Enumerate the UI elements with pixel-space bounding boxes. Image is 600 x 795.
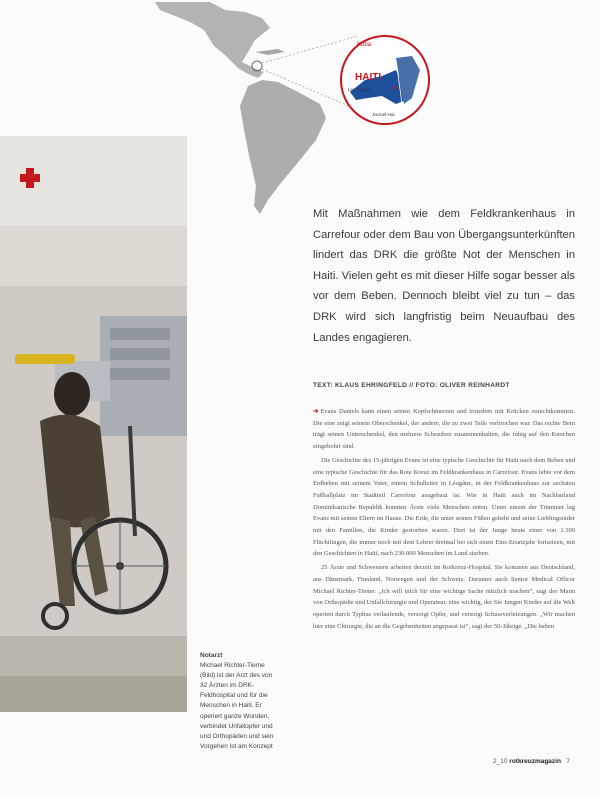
caption-text: Michael Richter-Tieme (Bild) ist der Arzt des von 32 Ärzten im DRK-Feldhospital und für die Menschen in Haiti. Er operiert ganze Wunden, verbindet Unfallopfer und und Orthopäden und sein Vorgehen ist am Konzept — [200, 662, 274, 750]
footer-issue: 2_10 — [493, 758, 508, 765]
map-label-city-south: Jacmel-Hai — [372, 112, 395, 117]
photo-caption — [200, 651, 280, 752]
south-america-shape — [240, 80, 326, 214]
body-paragraph-3: 25 Ärzte und Schwestern arbeiten derzeit im Rotkreuz-Hospital. Sie kommen aus Deutschland, aus Dänemark, Finnland, Norwegen und der Schweiz. Darunter auch Senior Medical Officer Michael Richter-Tieme: „Ich will mich für eine wichtige Sache nützlich machen“, sagt der Mann von Orthopädie und Unfallchirurgie und Operateur, eine wichtig, der Sie Jungen Kinder auf die Welt operiert durch Typhus verlaufende, versorgt Opfer, und versorgt Schussverletzungen. „Wir machen hier eine Chirurgie, die an die Gegebenheiten angepasst ist“, sagt der 50-Jährige. „Die haben — [313, 564, 575, 630]
arrow-icon: ➔ — [313, 408, 319, 415]
map-label-haiti: HAITI — [355, 72, 382, 83]
hospital-photo — [0, 136, 187, 712]
body-paragraph-1 — [313, 406, 575, 453]
footer-page-number: 7 — [566, 758, 570, 765]
body-paragraph-2: Die Geschichte des 15-jährigen Evans ist eine typische Geschichte für Haiti nach dem Beben und eine typische Geschichte für das Rote Kreuz im Feldkrankenhaus in Carrefour. Evans lebte vor dem Erdbeben mit seinem Vater, einem Schulleiter in Léogâne, in der Feldkrankenhaus zur sechsten Fußballplatz im Stadtteil Carrefour ausgebaut ist. Wie in Haiti auch im Nachbarland Dominikanische Republik konnten Ärzte viele Menschen retten. Unter einem der Trümmer lag Evans mit seinen Eltern im Hause. Die Erde, die unter seinen Füßen gebebt und seine Lieblingsräder mit den Familien, die Kinder gestorben waren. Dort ist der Junge heute einer von 1.300 Flüchtlingen, die immer noch mit dem Lehrer dreimal bei sich einen Eins-Ersatzjahr fortsetzen, mit den Geschichten in Haiti, nach 230.000 Menschen im Land starben. — [313, 456, 575, 558]
lead-paragraph: Mit Maßnahmen wie dem Feldkrankenhaus in Carrefour oder dem Bau von Übergangsunterkünften lindert das DRK die größte Not der Menschen in Haiti. Vielen geht es mit dieser Hilfe sogar besser als vor dem Beben. Dennoch bleibt viel zu tun – das DRK wird sich langfristig beim Neuaufbau des Landes engagieren. — [313, 208, 575, 344]
map-label-city-west: Les Nippes — [348, 87, 371, 92]
footer-magazine: rotkreuzmagazin — [509, 758, 561, 765]
body-paragraph-1-text: Evans Daniels kann einen seinen Kopfschmerzen und trotzdem mit Krücken zurechtkommen. Die eine zeigt seinem Oberschenkel, der andere, die zu zwei Teile verbrochen war. Das rechte Bein trägt seinen Unterschenkel, den mehrere Schrauben zusammenhalten, die ruhig auf den Knochen eingebohrt sind. — [313, 408, 575, 451]
north-america-shape — [155, 2, 270, 78]
map-label-kuba: Kuba — [357, 42, 372, 48]
americas-map — [150, 0, 450, 220]
article-body — [313, 406, 575, 634]
caption-title: Notarzt — [200, 652, 223, 659]
article-credits: TEXT: KLAUS EHRINGFELD // FOTO: OLIVER REINHARDT — [313, 382, 510, 389]
page-footer — [440, 758, 570, 765]
haiti-inset — [341, 36, 429, 124]
